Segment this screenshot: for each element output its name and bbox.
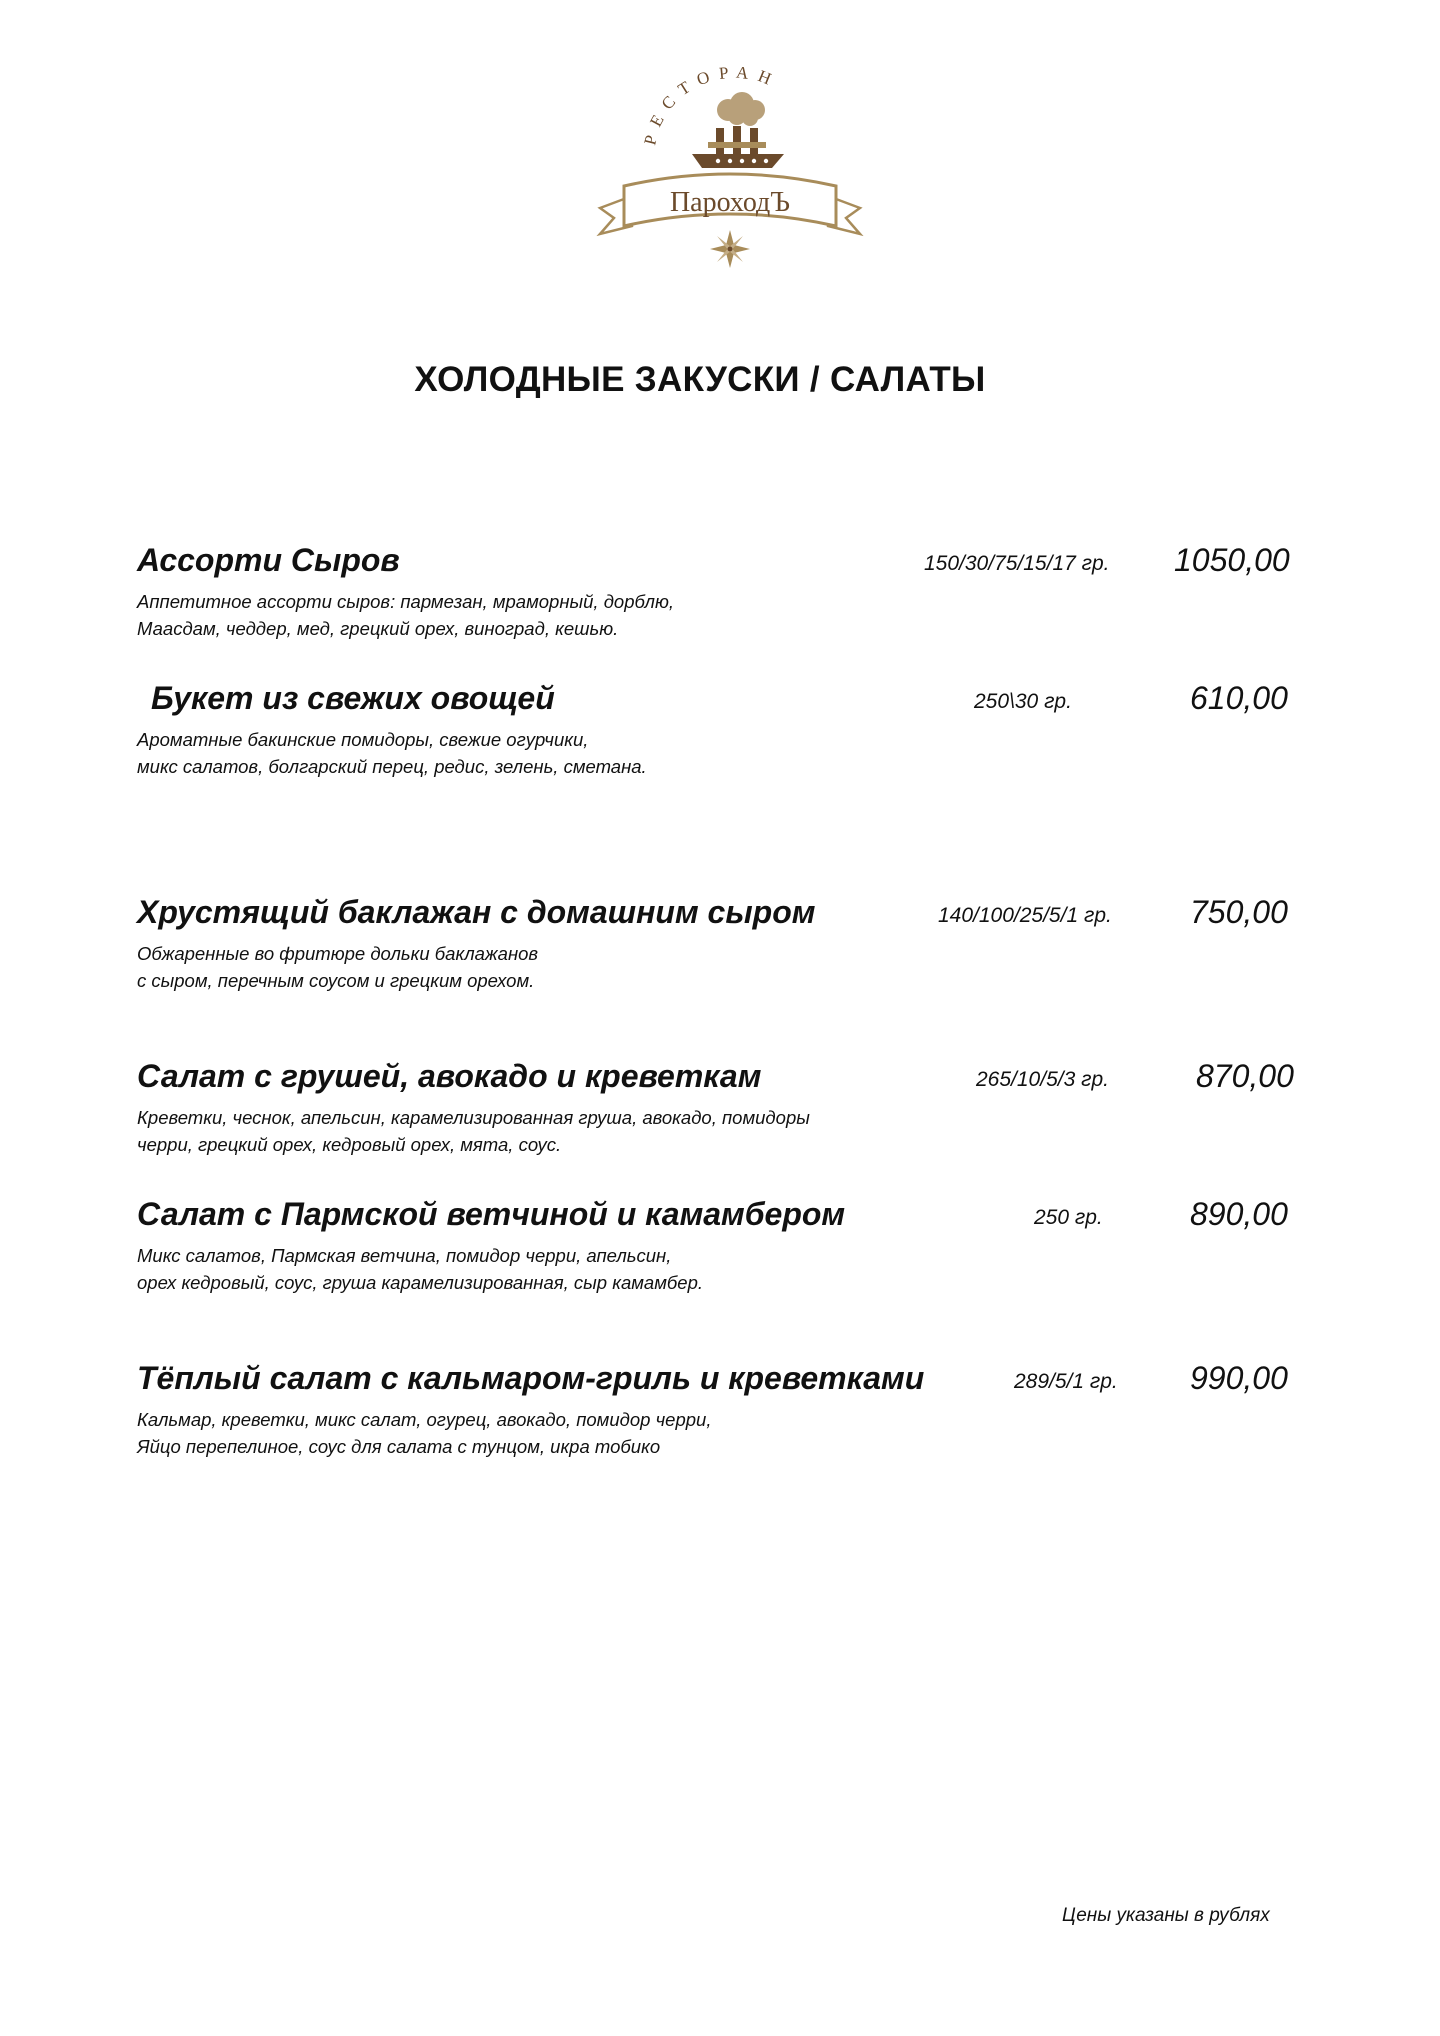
menu-item — [137, 680, 1307, 790]
dish-name: Тёплый салат с кальмаром-гриль и креветками — [137, 1360, 925, 1396]
menu-item — [137, 1058, 1307, 1168]
dish-price: 610,00 — [1190, 680, 1288, 716]
dish-price: 870,00 — [1196, 1058, 1294, 1094]
logo-name: ПароходЪ — [669, 187, 791, 218]
dish-name: Ассорти Сыров — [137, 542, 400, 578]
menu-item — [137, 1196, 1307, 1306]
steamship-icon — [692, 126, 784, 168]
dish-description: Кальмар, креветки, микс салат, огурец, авокадо, помидор черри, Яйцо перепелиное, соус для салата с тунцом, икра тобико — [137, 1409, 712, 1457]
dish-name: Хрустящий баклажан с домашним сыром — [137, 894, 816, 930]
dish-price: 990,00 — [1190, 1360, 1288, 1396]
dish-weight: 150/30/75/15/17 гр. — [924, 552, 1110, 575]
dish-description: Креветки, чеснок, апельсин, карамелизированная груша, авокадо, помидоры черри, грецкий орех, кедровый орех, мята, соус. — [137, 1107, 810, 1155]
menu-item — [137, 894, 1307, 1004]
compass-star-icon — [710, 230, 750, 268]
dish-name: Букет из свежих овощей — [151, 680, 555, 716]
menu-item — [137, 542, 1307, 652]
logo-top-word: РЕСТОРАН — [640, 62, 783, 147]
page-title: ХОЛОДНЫЕ ЗАКУСКИ / САЛАТЫ — [414, 360, 986, 399]
logo-emblem — [580, 58, 880, 278]
dish-name: Салат с грушей, авокадо и креветкам — [137, 1058, 762, 1094]
dish-description: Обжаренные во фритюре дольки баклажанов с сыром, перечным соусом и грецким орехом. — [137, 943, 539, 991]
dish-price: 890,00 — [1190, 1196, 1288, 1232]
logo-banner — [600, 174, 860, 234]
dish-description: Микс салатов, Пармская ветчина, помидор черри, апельсин, орех кедровый, соус, груша карамелизированная, сыр камамбер. — [137, 1245, 704, 1293]
dish-name: Салат с Пармской ветчиной и камамбером — [137, 1196, 846, 1232]
dish-weight: 250 гр. — [1034, 1206, 1103, 1229]
dish-price: 1050,00 — [1174, 542, 1290, 578]
price-currency-note: Цены указаны в рублях — [1062, 1905, 1270, 1926]
restaurant-logo — [580, 58, 880, 278]
dish-description: Аппетитное ассорти сыров: пармезан, мраморный, дорблю, Маасдам, чеддер, мед, грецкий орех, виноград, кешью. — [137, 591, 674, 639]
menu-item — [137, 1360, 1307, 1470]
steam-cloud-icon — [717, 92, 765, 126]
dish-weight: 140/100/25/5/1 гр. — [938, 904, 1112, 927]
dish-weight: 250\30 гр. — [974, 690, 1072, 713]
dish-description: Ароматные бакинские помидоры, свежие огурчики, микс салатов, болгарский перец, редис, зелень, сметана. — [137, 729, 647, 777]
dish-weight: 289/5/1 гр. — [1014, 1370, 1118, 1393]
dish-weight: 265/10/5/3 гр. — [976, 1068, 1109, 1091]
dish-price: 750,00 — [1190, 894, 1288, 930]
